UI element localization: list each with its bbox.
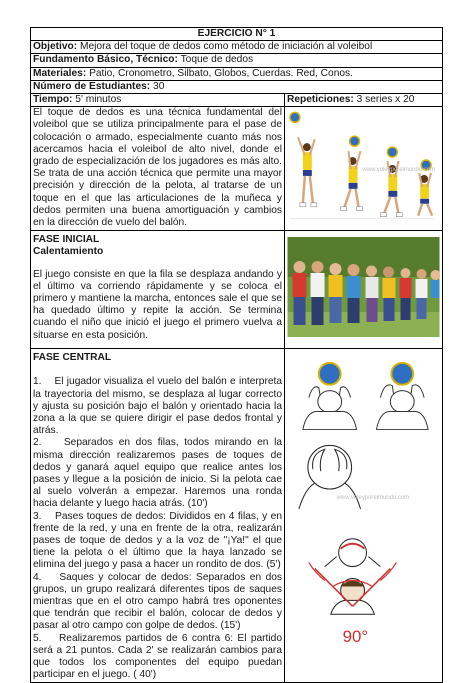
time-cell bbox=[31, 94, 285, 107]
objective-value: Mejora del toque de dedos como método de iniciación al voleibol bbox=[80, 41, 373, 53]
fase-inicial-cell bbox=[31, 231, 285, 349]
player-2-figure bbox=[341, 136, 363, 211]
item-3-number: 3. bbox=[33, 510, 42, 522]
volleyball-sequence-image bbox=[285, 107, 442, 230]
player-3-figure bbox=[380, 147, 402, 217]
item-5-number: 5. bbox=[33, 632, 42, 644]
fase-central-figure bbox=[285, 349, 443, 682]
fase-central-item-5 bbox=[33, 633, 282, 682]
fase-central-item-3 bbox=[33, 511, 282, 572]
time-value: 5' minutos bbox=[75, 94, 122, 106]
materials-label: Materiales: bbox=[33, 67, 87, 79]
item-4-text: Saques y colocar de dedos: Separados en dos grupos, un grupo realizará diferentes tipos de saques mientras que en el otro campo habrá tres oponentes que tendrán que recibir el balón, colocar de dedos y pasar al otro campo con golpe de dedos. (15') bbox=[33, 571, 282, 632]
player-1-figure bbox=[290, 113, 317, 207]
back-view-2 bbox=[376, 363, 428, 430]
item-1-text: El jugador visualiza el vuelo del balón e interpreta la trayectoria del mismo, se desplaza al lugar correcto y ajusta su posición bajo el balón y orientado hacia la zona a la que se quiere dirigir el pase dedos frontal y atrás. bbox=[33, 376, 283, 437]
students-value: 30 bbox=[153, 80, 165, 92]
materials-row bbox=[31, 67, 443, 80]
item-3-text: Pases toques de dedos: Divididos en 4 filas, y en frente de la red, y una en frente de la otra, realizarán pases de toque de dedos y a la voz de "¡Ya!" el que tiene la pelota o el último que la haya lanzado se elimina del juego y pasa a hacer un rondito de dos. (5') bbox=[33, 510, 282, 571]
fase-inicial-subtitle: Calentamiento bbox=[33, 246, 104, 258]
fundamento-label: Fundamento Básico, Técnico: bbox=[33, 54, 178, 66]
item-2-number: 2. bbox=[33, 437, 42, 449]
item-1-number: 1. bbox=[33, 376, 42, 388]
reps-cell bbox=[285, 94, 443, 107]
reps-value: 3 series x 20 bbox=[356, 94, 415, 106]
fundamento-value: Toque de dedos bbox=[180, 54, 254, 66]
overhead-pass-diagrams bbox=[285, 349, 442, 649]
intro-text: El toque de dedos es una técnica fundamental del voleibol que se utiliza principalmente para el pase de colocación o armado, especialmente cuanto más nos acercamos hacia el voleibol de alto nivel, donde el grado de especialización de los jugadores es más alto. Se trata de una acción técnica que permite una mayor precisión y dirección de la pelota, al tratarse de un toque en el que las articulaciones de la muñeca y dedos permiten una buena amortiguación y cambios en la dirección de vuelo del balón. bbox=[31, 107, 285, 231]
children-line-photo bbox=[287, 237, 440, 337]
item-5-text: Realizaremos partidos de 6 contra 6: El partido será a 21 puntos. Cada 2' se realizarán cambios para que todos los componentes del equipo puedan participar en el juego. ( 40') bbox=[33, 632, 282, 681]
students-label: Número de Estudiantes: bbox=[33, 80, 151, 92]
fase-inicial-figure bbox=[285, 231, 443, 349]
students-row bbox=[31, 80, 443, 93]
intro-figure bbox=[285, 107, 443, 231]
fase-central-item-4 bbox=[33, 572, 282, 633]
fase-central-cell bbox=[31, 349, 285, 682]
angle-figure bbox=[309, 539, 396, 615]
exercise-table bbox=[30, 27, 443, 683]
item-2-text: Separados en dos filas, todos mirando en la misma dirección realizaremos pases de toques de dedos y ganará aquel equipo que realice antes los pases y llegue a la posición de inicio. Si la pelota cae al suelo volverán a empezar. Haremos una ronda hacia delante y luego hacia atrás. (10') bbox=[33, 437, 282, 510]
watermark-1: www.voleyporelmundo.com bbox=[362, 167, 435, 174]
item-4-number: 4. bbox=[33, 571, 42, 583]
exercise-sheet bbox=[30, 27, 442, 683]
fase-central-title: FASE CENTRAL bbox=[33, 352, 112, 364]
fase-central-item-1 bbox=[33, 376, 282, 437]
fase-inicial-title: FASE INICIAL bbox=[33, 234, 100, 246]
fase-central-item-2 bbox=[33, 437, 282, 510]
time-label: Tiempo: bbox=[33, 94, 73, 106]
angle-label: 90° bbox=[342, 627, 369, 647]
watermark-2: www.voleyporelmundo.com bbox=[336, 495, 410, 502]
reps-label: Repeticiones: bbox=[287, 94, 354, 106]
materials-value: Patio, Cronometro, Silbato, Globos, Cuerdas. Red, Conos. bbox=[89, 67, 353, 79]
fundamento-row bbox=[31, 54, 443, 67]
back-view-1 bbox=[303, 363, 357, 430]
objective-row bbox=[31, 41, 443, 54]
exercise-title: EJERCICIO N° 1 bbox=[31, 28, 443, 41]
objective-label: Objetivo: bbox=[33, 41, 78, 53]
fase-inicial-text: El juego consiste en que la fila se desplaza andando y el último va corriendo rápidamente y se coloca el primero y mantiene la marcha, entonces sale el que se ha quedado último y repite la acción. Se termina cuando el niño que inició el juego el primero vuelva a situarse en esta posición. bbox=[33, 268, 282, 341]
